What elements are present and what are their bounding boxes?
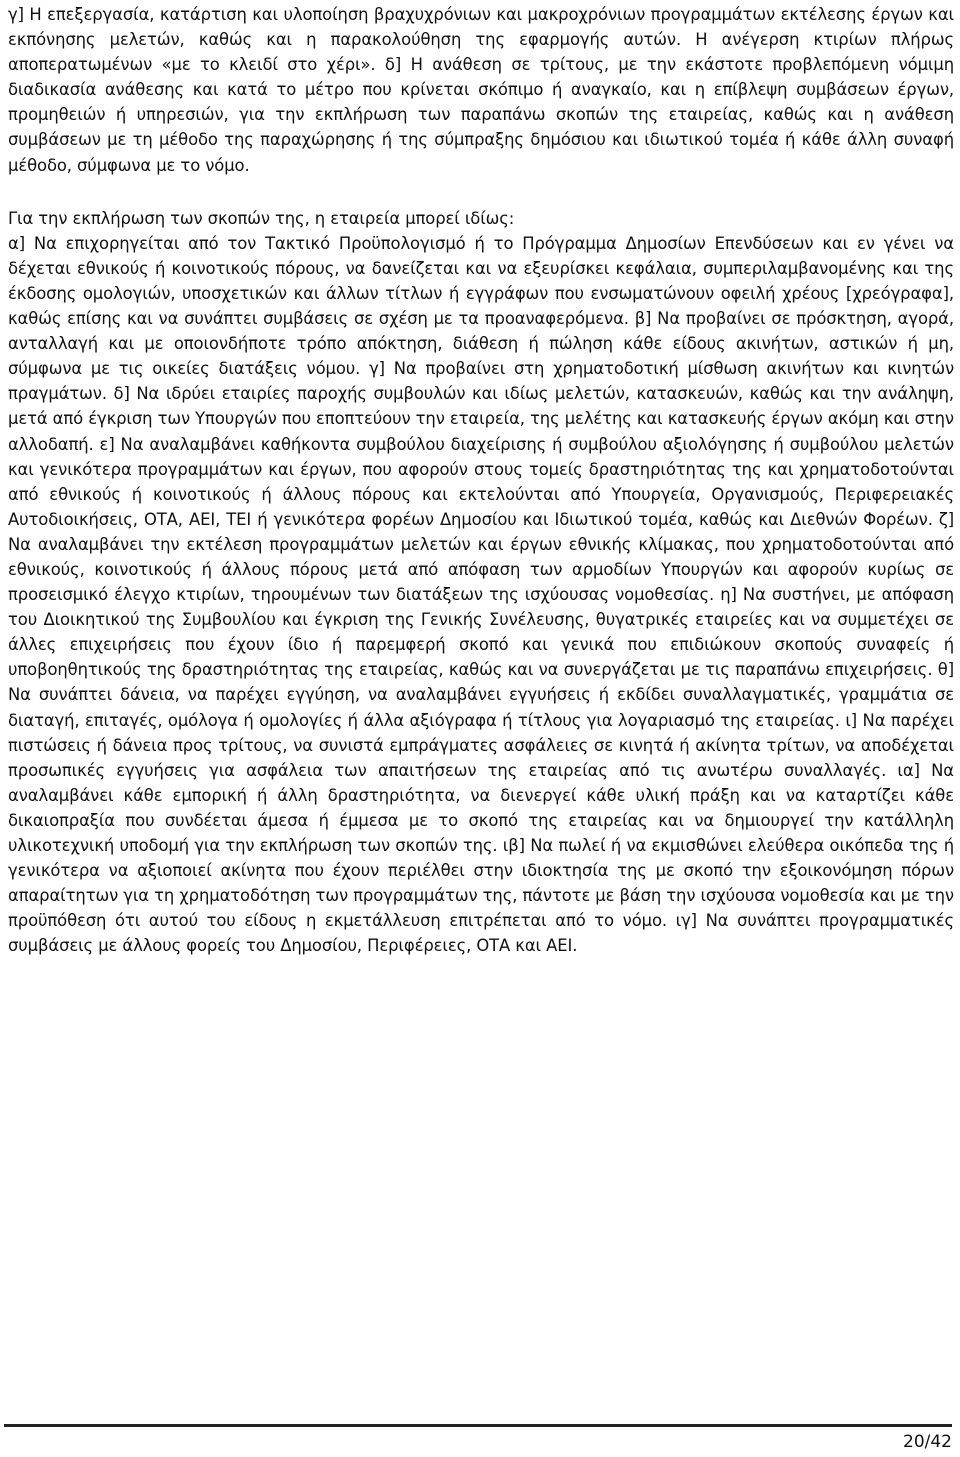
paragraph-powers: α] Να επιχορηγείται από τον Τακτικό Προϋπολογισμό ή το Πρόγραμμα Δημοσίων Επενδύσεων και εν γένει να δέχεται εθνικούς ή κοινοτικούς πόρους, να δανείζεται και να εξευρίσκει κεφάλαια, συμπεριλαμβανομένης και της έκδοσης ομολογιών, υποσχετικών και άλλων τίτλων ή εγγράφων που ενσωματώνουν οφειλή χρέους [χρεόγραφα], καθώς επίσης και να συνάπτει συμβάσεις σε σχέση με τα προαναφερόμενα. β] Να προβαίνει σε πρόσκτηση, αγορά, ανταλλαγή και με οποιονδήποτε τρόπο απόκτηση, διάθεση ή πώληση κάθε είδους ακινήτων, αστικών ή μη, σύμφωνα με τις οικείες διατάξεις νόμου. γ] Να προβαίνει στη χρηματοδοτική μίσθωση ακινήτων και κινητών πραγμάτων. δ] Να ιδρύει εταιρίες παροχής συμβουλών και ιδίως μελετών, κατασκευών, καθώς και την ανάληψη, μετά από έγκριση των Υπουργών που εποπτεύουν την εταιρεία, της μελέτης και κατασκευής έργων ακόμη και στην αλλοδαπή. ε] Να αναλαμβάνει καθήκοντα συμβούλου διαχείρισης ή συμβούλου αξιολόγησης ή συμβούλου μελετών και γενικότερα προγραμμάτων και έργων, που αφορούν στους τομείς δραστηριότητας της και χρηματοδοτούνται από εθνικούς ή κοινοτικούς ή άλλους πόρους και εκτελούνται από Υπουργεία, Οργανισμούς, Περιφερειακές Αυτοδιοικήσεις, ΟΤΑ, ΑΕΙ, ΤΕΙ ή γενικότερα φορέων Δημοσίου και Ιδιωτικού τομέα, καθώς και Διεθνών Φορέων. ζ] Να αναλαμβάνει την εκτέλεση προγραμμάτων μελετών και έργων εθνικής κλίμακας, που χρηματοδοτούνται από εθνικούς, κοινοτικούς ή άλλους πόρους μετά από απόφαση των αρμοδίων Υπουργών και αφορούν κυρίως σε προσεισμικό έλεγχο κτιρίων, τηρουμένων των διατάξεων της ισχύουσας νομοθεσίας. η] Να συστήνει, με απόφαση του Διοικητικού της Συμβουλίου και έγκριση της Γενικής Συνέλευσης, θυγατρικές εταιρείες και να συμμετέχει σε άλλες επιχειρήσεις που έχουν ίδιο ή παρεμφερή σκοπό και γενικά που επιδιώκουν σκοπούς συναφείς ή υποβοηθητικούς της δραστηριότητας της εταιρείας, καθώς και να συνεργάζεται με τις παραπάνω επιχειρήσεις. θ] Να συνάπτει δάνεια, να παρέχει εγγύηση, να αναλαμβάνει εγγυήσεις ή εκδίδει συναλλαγματικές, γραμμάτια σε διαταγή, επιταγές, ομόλογα ή ομολογίες ή άλλα αξιόγραφα ή τίτλους για λογαριασμό της εταιρείας. ι] Να παρέχει πιστώσεις ή δάνεια προς τρίτους, να συνιστά εμπράγματες ασφάλειες σε κινητά ή ακίνητα τρίτων, να αποδέχεται προσωπικές εγγυήσεις για ασφάλεια των απαιτήσεων της εταιρείας από τις ανωτέρω συναλλαγές. ια] Να αναλαμβάνει κάθε εμπορική ή άλλη δραστηριότητα, να διενεργεί κάθε υλική πράξη και να καταρτίζει κάθε δικαιοπραξία που συνδέεται άμεσα ή έμμεσα με το σκοπό της εταιρείας και να δημιουργεί την κατάλληλη υλικοτεχνική υποδομή για την εκπλήρωση των σκοπών της. ιβ] Να πωλεί ή να εκμισθώνει ελεύθερα οικόπεδα της ή γενικότερα να αξιοποιεί ακίνητα που έχουν περιέλθει στην ιδιοκτησία της με σκοπό την εξοικονόμηση πόρων απαραίτητων για τη χρηματοδότηση των προγραμμάτων της, πάντοτε με βάση την ισχύουσα νομοθεσία και με την προϋπόθεση ότι αυτού του είδους η εκμετάλλευση επιτρέπεται από το νόμο. ιγ] Να συνάπτει προγραμματικές συμβάσεις με άλλους φορείς του Δημοσίου, Περιφέρειες, ΟΤΑ και ΑΕΙ. — [8, 233, 954, 956]
paragraph-powers-intro: Για την εκπλήρωση των σκοπών της, η εταιρεία μπορεί ιδίως: — [8, 208, 515, 228]
document-body — [8, 2, 954, 958]
footer-divider — [4, 1424, 952, 1427]
paragraph-spacer — [8, 178, 954, 206]
page-number: 20/42 — [903, 1432, 952, 1452]
paragraph-objectives: γ] Η επεξεργασία, κατάρτιση και υλοποίηση βραχυχρόνιων και μακροχρόνιων προγραμμάτων εκτέλεσης έργων και εκπόνησης μελετών, καθώς και η παρακολούθηση της εφαρμογής αυτών. Η ανέγερση κτιρίων πλήρως αποπερατωμένων «με το κλειδί στο χέρι». δ] Η ανάθεση σε τρίτους, με την εκάστοτε προβλεπόμενη νόμιμη διαδικασία ανάθεσης και κατά το μέτρο που κρίνεται σκόπιμο ή αναγκαίο, και η επίβλεψη συμβάσεων έργων, προμηθειών ή υπηρεσιών, για την εκπλήρωση των παραπάνω σκοπών της εταιρείας, καθώς και η ανάθεση συμβάσεων με τη μέθοδο της παραχώρησης ή της σύμπραξης δημόσιου και ιδιωτικού τομέα ή κάθε άλλη συναφή μέθοδο, σύμφωνα με το νόμο. — [8, 5, 954, 175]
